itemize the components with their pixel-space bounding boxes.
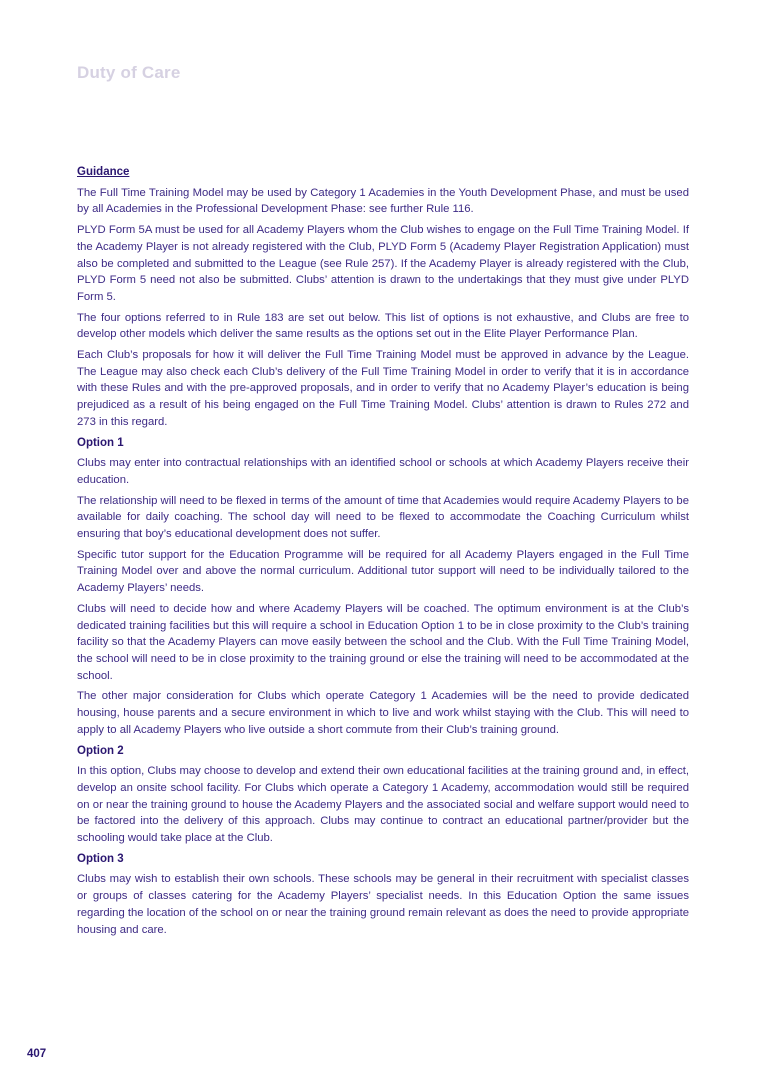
- guidance-paragraph: The four options referred to in Rule 183 are set out below. This list of options is not exhaustive, and Clubs are free to develop other models which deliver the same results as the options set out in the Elite Player Performance Plan.: [77, 311, 689, 341]
- guidance-paragraph: Each Club’s proposals for how it will deliver the Full Time Training Model must be approved in advance by the League. The League may also check each Club’s delivery of the Full Time Training Model in order to verify that it is in accordance with these Rules and with the pre-approved proposals, and in order to verify that no Academy Player’s education is being prejudiced as a result of his being engaged on the Full Time Training Model. Clubs’ attention is drawn to Rules 272 and 273 in this regard.: [77, 349, 689, 428]
- option-1-paragraph: Clubs may enter into contractual relationships with an identified school or schools at which Academy Players receive their education.: [77, 457, 689, 486]
- page-header-title: Duty of Care: [77, 63, 181, 82]
- option-2-paragraph: In this option, Clubs may choose to develop and extend their own educational facilities at the training ground and, in effect, develop an onsite school facility. For Clubs which operate a Category 1 Academy, accommodation would still be required on or near the training ground to house the Academy Players and the associated social and welfare support would need to be factored into the delivery of this approach. Clubs may continue to contract an educational partner/provider but the schooling would take place at the Club.: [77, 765, 689, 845]
- guidance-paragraph: PLYD Form 5A must be used for all Academy Players whom the Club wishes to engage on the Full Time Training Model. If the Academy Player is not already registered with the Club, PLYD Form 5 (Academy Player Registration Application) must also be completed and submitted to the League (see Rule 257). If the Academy Player is already registered with the Club, PLYD Form 5 need not also be submitted. Clubs’ attention is drawn to the undertakings that they must give under PLYD Form 5.: [77, 224, 689, 303]
- document-body: [77, 164, 689, 942]
- option-1-paragraph: The other major consideration for Clubs which operate Category 1 Academies will be the need to provide dedicated housing, house parents and a secure environment in which to live and work whilst staying with the Club. This will need to apply to all Academy Players who live outside a short commute from their Club’s training ground.: [77, 690, 689, 736]
- option-2-heading: Option 2: [77, 744, 124, 757]
- guidance-paragraph: The Full Time Training Model may be used by Category 1 Academies in the Youth Development Phase, and must be used by all Academies in the Professional Development Phase: see further Rule 116.: [77, 186, 689, 216]
- option-1-paragraph: Clubs will need to decide how and where Academy Players will be coached. The optimum environment is at the Club’s dedicated training facilities but this will require a school in Education Option 1 to be in close proximity to the Club’s training facility so that the Academy Players can move easily between the school and the Club. With the Full Time Training Model, the school will need to be in close proximity to the training ground or else the training will need to be accommodated at the school.: [77, 602, 689, 682]
- guidance-heading: Guidance: [77, 166, 130, 178]
- option-1-paragraph: The relationship will need to be flexed in terms of the amount of time that Academies would require Academy Players to be available for daily coaching. The school day will need to be flexed to accommodate the Coaching Curriculum whilst ensuring that boy’s educational development does not suffer.: [77, 494, 689, 541]
- option-1-paragraph: Specific tutor support for the Education Programme will be required for all Academy Players engaged in the Full Time Training Model over and above the normal curriculum. Additional tutor support will need to be individually tailored to the Academy Players’ needs.: [77, 548, 689, 595]
- option-3-paragraph: Clubs may wish to establish their own schools. These schools may be general in their recruitment with specialist classes or groups of classes catering for the Academy Players’ specialist needs. In this Education Option the same issues regarding the location of the school on or near the training ground remain relevant as does the need to provide appropriate housing and care.: [77, 873, 689, 936]
- page-number: 407: [27, 1048, 47, 1060]
- option-3-heading: Option 3: [77, 852, 124, 865]
- option-1-heading: Option 1: [77, 436, 124, 449]
